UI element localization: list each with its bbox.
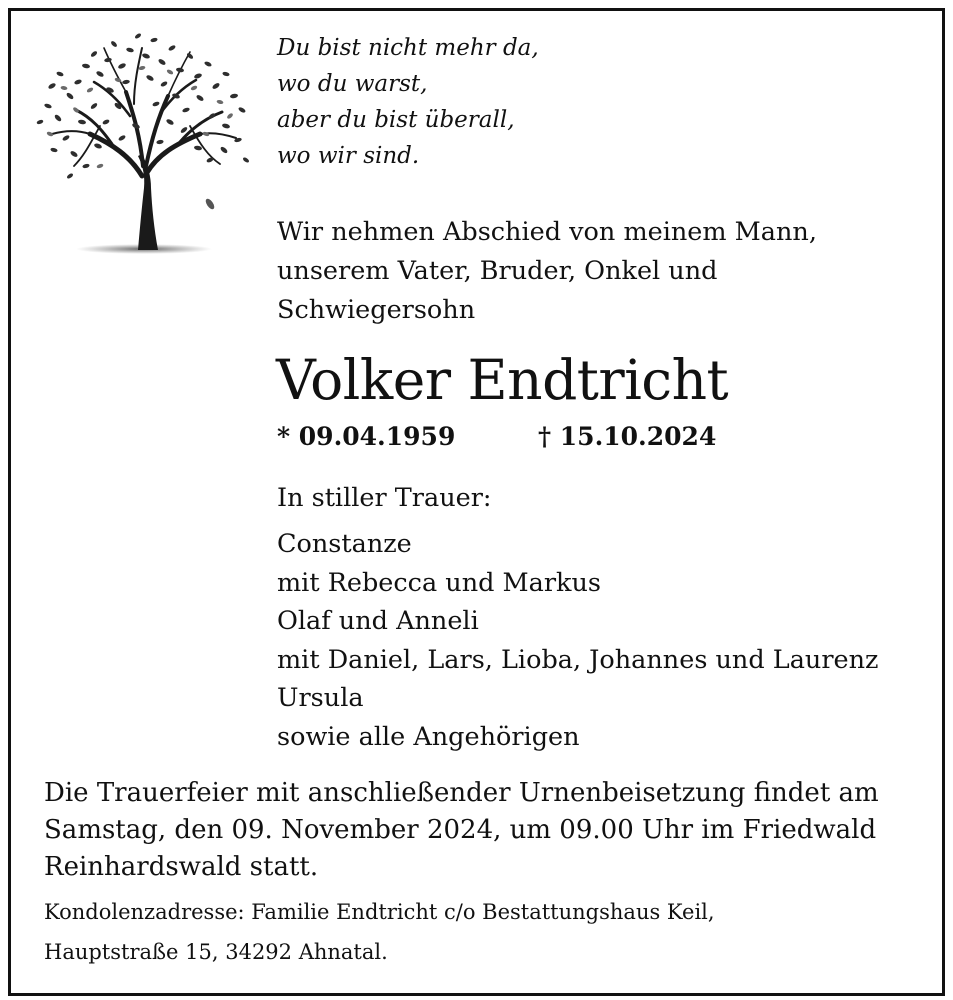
birth-date: * 09.04.1959 xyxy=(277,422,456,451)
mourner-line: Constanze xyxy=(277,529,412,559)
mourner-line: Ursula xyxy=(277,683,364,713)
poem xyxy=(277,30,539,174)
address-line: Kondolenzadresse: Familie Endtricht c/o Bestattungshaus Keil, xyxy=(44,900,715,924)
farewell-intro xyxy=(277,213,817,330)
mourner-line: sowie alle Angehörigen xyxy=(277,721,580,752)
ceremony-notice xyxy=(44,775,879,886)
mourning-heading: In stiller Trauer: xyxy=(277,483,492,513)
death-date: † 15.10.2024 xyxy=(538,422,717,451)
mourner-line: Olaf und Anneli xyxy=(277,606,479,636)
mourner-line: mit Daniel, Lars, Lioba, Johannes und Laurenz xyxy=(277,644,879,675)
deceased-name: Volker Endtricht xyxy=(276,348,729,412)
condolence-address xyxy=(44,892,715,972)
poem-line: wo wir sind. xyxy=(277,143,420,169)
intro-line: unserem Vater, Bruder, Onkel und xyxy=(277,256,718,286)
ceremony-line: Samstag, den 09. November 2024, um 09.00 Uhr im Friedwald xyxy=(44,815,877,845)
intro-line: Wir nehmen Abschied von meinem Mann, xyxy=(277,217,817,247)
poem-line: wo du warst, xyxy=(277,71,428,97)
ceremony-line: Die Trauerfeier mit anschließender Urnenbeisetzung findet am xyxy=(44,778,879,808)
tree-icon xyxy=(30,26,260,262)
intro-line: Schwiegersohn xyxy=(277,295,476,325)
mourners-list xyxy=(277,525,878,756)
ceremony-line: Reinhardswald statt. xyxy=(44,852,319,882)
mourner-line: mit Rebecca und Markus xyxy=(277,567,602,598)
poem-line: aber du bist überall, xyxy=(277,107,515,133)
address-line: Hauptstraße 15, 34292 Ahnatal. xyxy=(44,940,388,964)
poem-line: Du bist nicht mehr da, xyxy=(277,35,539,61)
